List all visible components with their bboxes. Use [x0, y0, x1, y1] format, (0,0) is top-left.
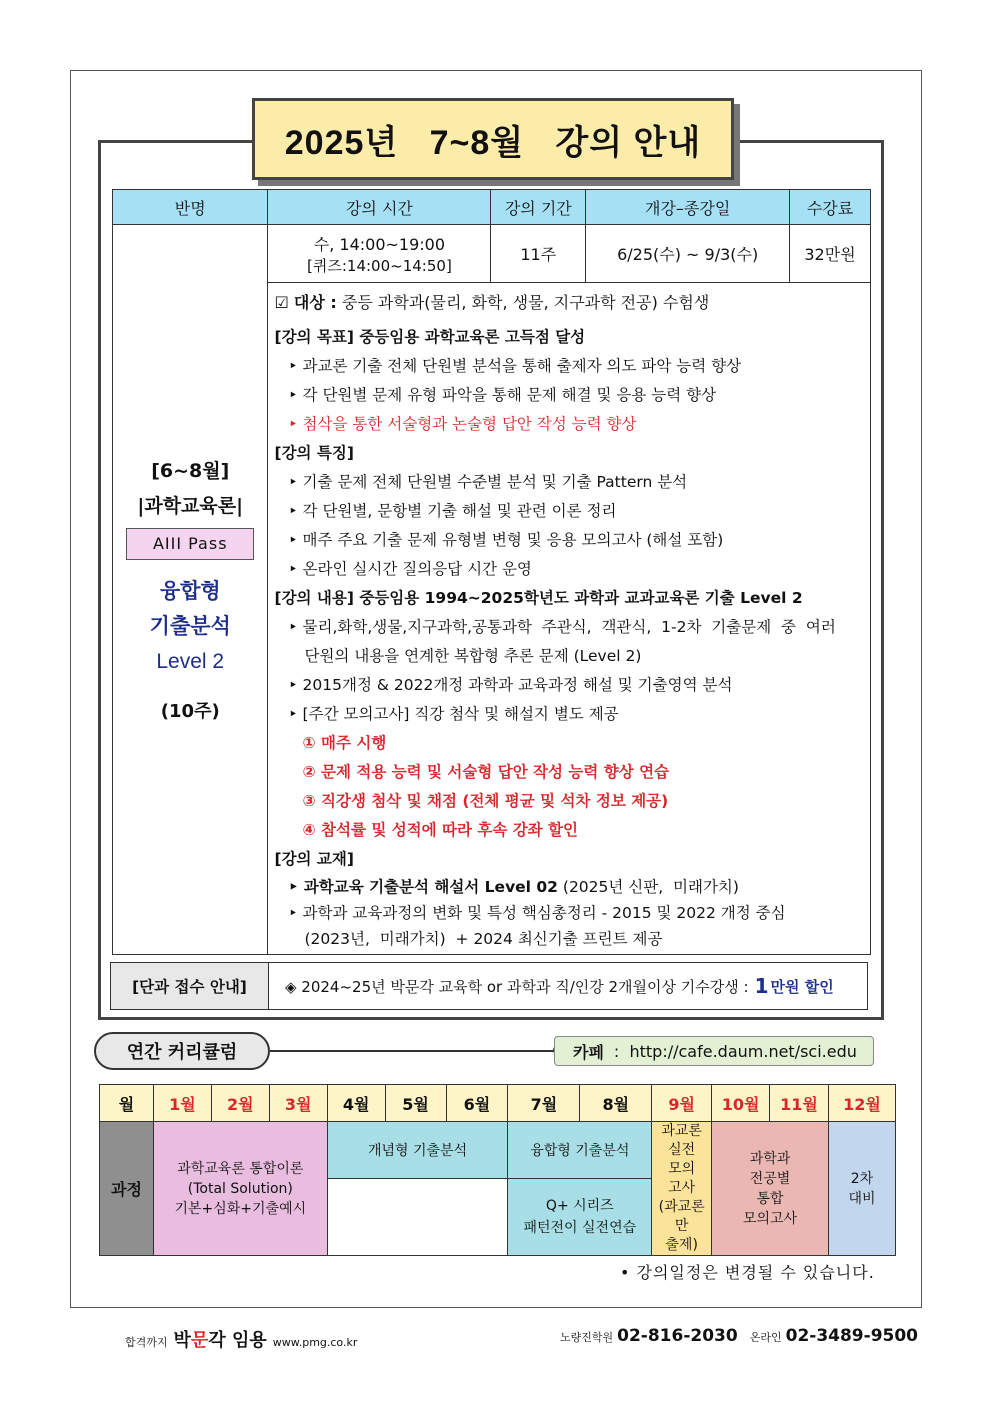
class-months: [6~8월]: [151, 460, 230, 482]
block-integrated-theory: [153, 1122, 327, 1256]
registration-label: [단과 접수 안내]: [111, 963, 269, 1009]
schedule-row: [113, 225, 871, 283]
textbook-heading: [강의 교재]: [274, 850, 354, 868]
curriculum-row-top: [100, 1122, 896, 1179]
textbook-edition: (2025년 신판, 미래가치): [557, 878, 739, 896]
schedule-notice: • 강의일정은 변경될 수 있습니다.: [620, 1263, 875, 1282]
feature-heading: [강의 특징]: [274, 444, 354, 462]
block-q-plus: [508, 1179, 652, 1256]
month-9: 9월: [652, 1085, 712, 1122]
block-text: (과교론만: [658, 1199, 705, 1234]
textbook-item: [274, 874, 862, 900]
brand-part: 임용: [225, 1330, 267, 1351]
month-7: 7월: [508, 1085, 580, 1122]
content-item: ‣ 물리,화학,생물,지구과학,공통과학 주관식, 객관식, 1-2차 기출문제 중 여러: [288, 618, 836, 636]
footer-contacts: [560, 1326, 930, 1346]
time-quiz: [퀴즈:14:00~14:50]: [307, 256, 452, 275]
class-subject: |과학교육론|: [137, 495, 244, 517]
block-text: 2차: [850, 1170, 874, 1187]
feature-item: ‣ 온라인 실시간 질의응답 시간 운영: [288, 560, 532, 578]
month-6: 6월: [446, 1085, 508, 1122]
goal-item: ‣ 각 단원별 문제 유형 파악을 통해 문제 해결 및 응용 능력 향상: [288, 386, 717, 404]
footer-tagline: 합격까지: [125, 1336, 168, 1349]
block-major-mock: [712, 1122, 829, 1256]
discount-suffix: 할인: [799, 977, 834, 996]
online-label: 온라인: [749, 1331, 782, 1344]
registration-text: [269, 963, 867, 1009]
cafe-url[interactable]: : http://cafe.daum.net/sci.edu: [613, 1041, 857, 1061]
weekly-item: ② 문제 적용 능력 및 서술형 답안 작성 능력 향상 연습: [302, 763, 670, 781]
header-time: 강의 시간: [268, 190, 491, 225]
goal-item: ‣ 과교론 기출 전체 단원별 분석을 통해 출제자 의도 파악 능력 향상: [288, 357, 742, 375]
block-text: 과학과: [749, 1150, 791, 1167]
feature-item: ‣ 매주 주요 기출 문제 유형별 변형 및 응용 모의고사 (해설 포함): [288, 531, 724, 549]
target-label: 대상 :: [293, 293, 337, 312]
brand-logo: [174, 1326, 267, 1352]
block-mock-exam: [652, 1122, 712, 1256]
cafe-link[interactable]: [554, 1036, 874, 1066]
block-text: 고사: [668, 1180, 696, 1196]
content-item: 단원의 내용을 연계한 복합형 추론 문제 (Level 2): [304, 647, 642, 665]
block-text: 전공별: [749, 1170, 791, 1187]
curriculum-table: [99, 1084, 896, 1256]
goal-heading: [강의 목표] 중등임용 과학교육론 고득점 달성: [274, 328, 586, 346]
textbook-title: ‣ 과학교육 기출분석 해설서 Level 02: [288, 878, 558, 896]
annual-curriculum-label: 연간 커리큘럼: [94, 1032, 270, 1070]
month-1: 1월: [153, 1085, 211, 1122]
block-second-round: [828, 1122, 895, 1256]
block-concept-analysis: 개념형 기출분석: [327, 1122, 508, 1179]
content-item: ‣ [주간 모의고사] 직강 첨삭 및 해설지 별도 제공: [288, 705, 619, 723]
class-name-cell: [113, 225, 268, 955]
fee-cell: 32만원: [790, 225, 871, 283]
content-item: ‣ 2015개정 & 2022개정 과학과 교육과정 해설 및 기출영역 분석: [288, 676, 733, 694]
block-text: 모의고사: [742, 1210, 798, 1227]
class-line3: Level 2: [156, 650, 225, 673]
month-3: 3월: [269, 1085, 327, 1122]
block-fusion-analysis: 융합형 기출분석: [508, 1122, 652, 1179]
month-8: 8월: [580, 1085, 652, 1122]
period-cell: 11주: [491, 225, 586, 283]
block-text: 과교론: [661, 1123, 702, 1139]
course-table: [112, 189, 871, 955]
month-2: 2월: [211, 1085, 269, 1122]
block-text: 실전: [668, 1142, 696, 1158]
brand-part: 문: [190, 1330, 209, 1351]
block-text: 통합: [756, 1190, 784, 1207]
pass-badge: AIII Pass: [126, 528, 254, 560]
content-heading: [강의 내용] 중등임용 1994~2025학년도 과학과 교과교육론 기출 Level 2: [274, 589, 803, 607]
month-header: 월: [100, 1085, 154, 1122]
registration-desc: ◈ 2024~25년 박문각 교육학 or 과학과 직/인강 2개월이상 기수강생 :: [285, 977, 749, 996]
feature-item: ‣ 각 단원별, 문항별 기출 해설 및 관련 이론 정리: [288, 502, 617, 520]
time-cell: [268, 225, 491, 283]
month-11: 11월: [770, 1085, 829, 1122]
target-text: 중등 과학과(물리, 화학, 생물, 지구과학 전공) 수험생: [341, 293, 710, 312]
block-text: 과학교육론 통합이론: [177, 1160, 304, 1177]
month-10: 10월: [712, 1085, 770, 1122]
month-4: 4월: [327, 1085, 385, 1122]
footer-site[interactable]: www.pmg.co.kr: [272, 1336, 358, 1349]
detail-cell: [268, 283, 871, 955]
campus-label: 노량진학원: [560, 1331, 614, 1344]
header-fee: 수강료: [790, 190, 871, 225]
checkbox-icon: ☑: [274, 293, 289, 312]
footer-brand: [125, 1326, 357, 1352]
weekly-item: ① 매주 시행: [302, 734, 387, 752]
block-text: 모의: [668, 1161, 696, 1177]
page-title: 2025년 7~8월 강의 안내: [252, 98, 734, 180]
block-text: 대비: [848, 1190, 876, 1207]
class-weeks: (10주): [160, 701, 220, 722]
target-line: [274, 287, 862, 323]
online-phone: 02-3489-9500: [785, 1326, 919, 1346]
class-line1: 융합형: [159, 579, 221, 603]
block-text: 기본+심화+기출예시: [174, 1200, 307, 1217]
block-text: 출제): [665, 1237, 698, 1253]
block-text: 패턴전이 실전연습: [523, 1220, 637, 1237]
feature-item: ‣ 기출 문제 전체 단원별 수준별 분석 및 기출 Pattern 분석: [288, 473, 688, 491]
block-text: Q+ 시리즈: [545, 1198, 614, 1215]
goal-item: ‣ 첨삭을 통한 서술형과 논술형 답안 작성 능력 향상: [288, 415, 637, 433]
weekly-item: ④ 참석률 및 성적에 따라 후속 강좌 할인: [302, 821, 578, 839]
discount-unit: 만원: [770, 977, 800, 996]
time-main: 수, 14:00~19:00: [313, 234, 446, 254]
header-class: 반명: [113, 190, 268, 225]
divider: [270, 1050, 560, 1052]
month-12: 12월: [828, 1085, 895, 1122]
brand-part: 박: [173, 1330, 191, 1351]
month-header-row: [100, 1085, 896, 1122]
table-header-row: [113, 190, 871, 225]
textbook-item: ‣ 과학과 교육과정의 변화 및 특성 핵심총정리 - 2015 및 2022 개정 중심: [288, 904, 786, 922]
weekly-item: ③ 직강생 첨삭 및 채점 (전체 평균 및 석차 정보 제공): [302, 792, 669, 810]
block-empty: [327, 1179, 508, 1256]
campus-phone: 02-816-2030: [617, 1326, 738, 1346]
header-period: 강의 기간: [491, 190, 586, 225]
cafe-label: 카페: [573, 1042, 604, 1062]
discount-amount: 1: [754, 974, 769, 998]
month-5: 5월: [385, 1085, 446, 1122]
block-text: (Total Solution): [187, 1180, 293, 1197]
header-dates: 개강–종강일: [586, 190, 790, 225]
course-row-label: 과정: [100, 1122, 154, 1256]
brand-part: 각: [208, 1330, 226, 1351]
class-line2: 기출분석: [149, 614, 231, 638]
textbook-item: (2023년, 미래가치) + 2024 최신기출 프린트 제공: [304, 930, 663, 948]
registration-box: [110, 962, 868, 1010]
dates-cell: 6/25(수) ~ 9/3(수): [586, 225, 790, 283]
